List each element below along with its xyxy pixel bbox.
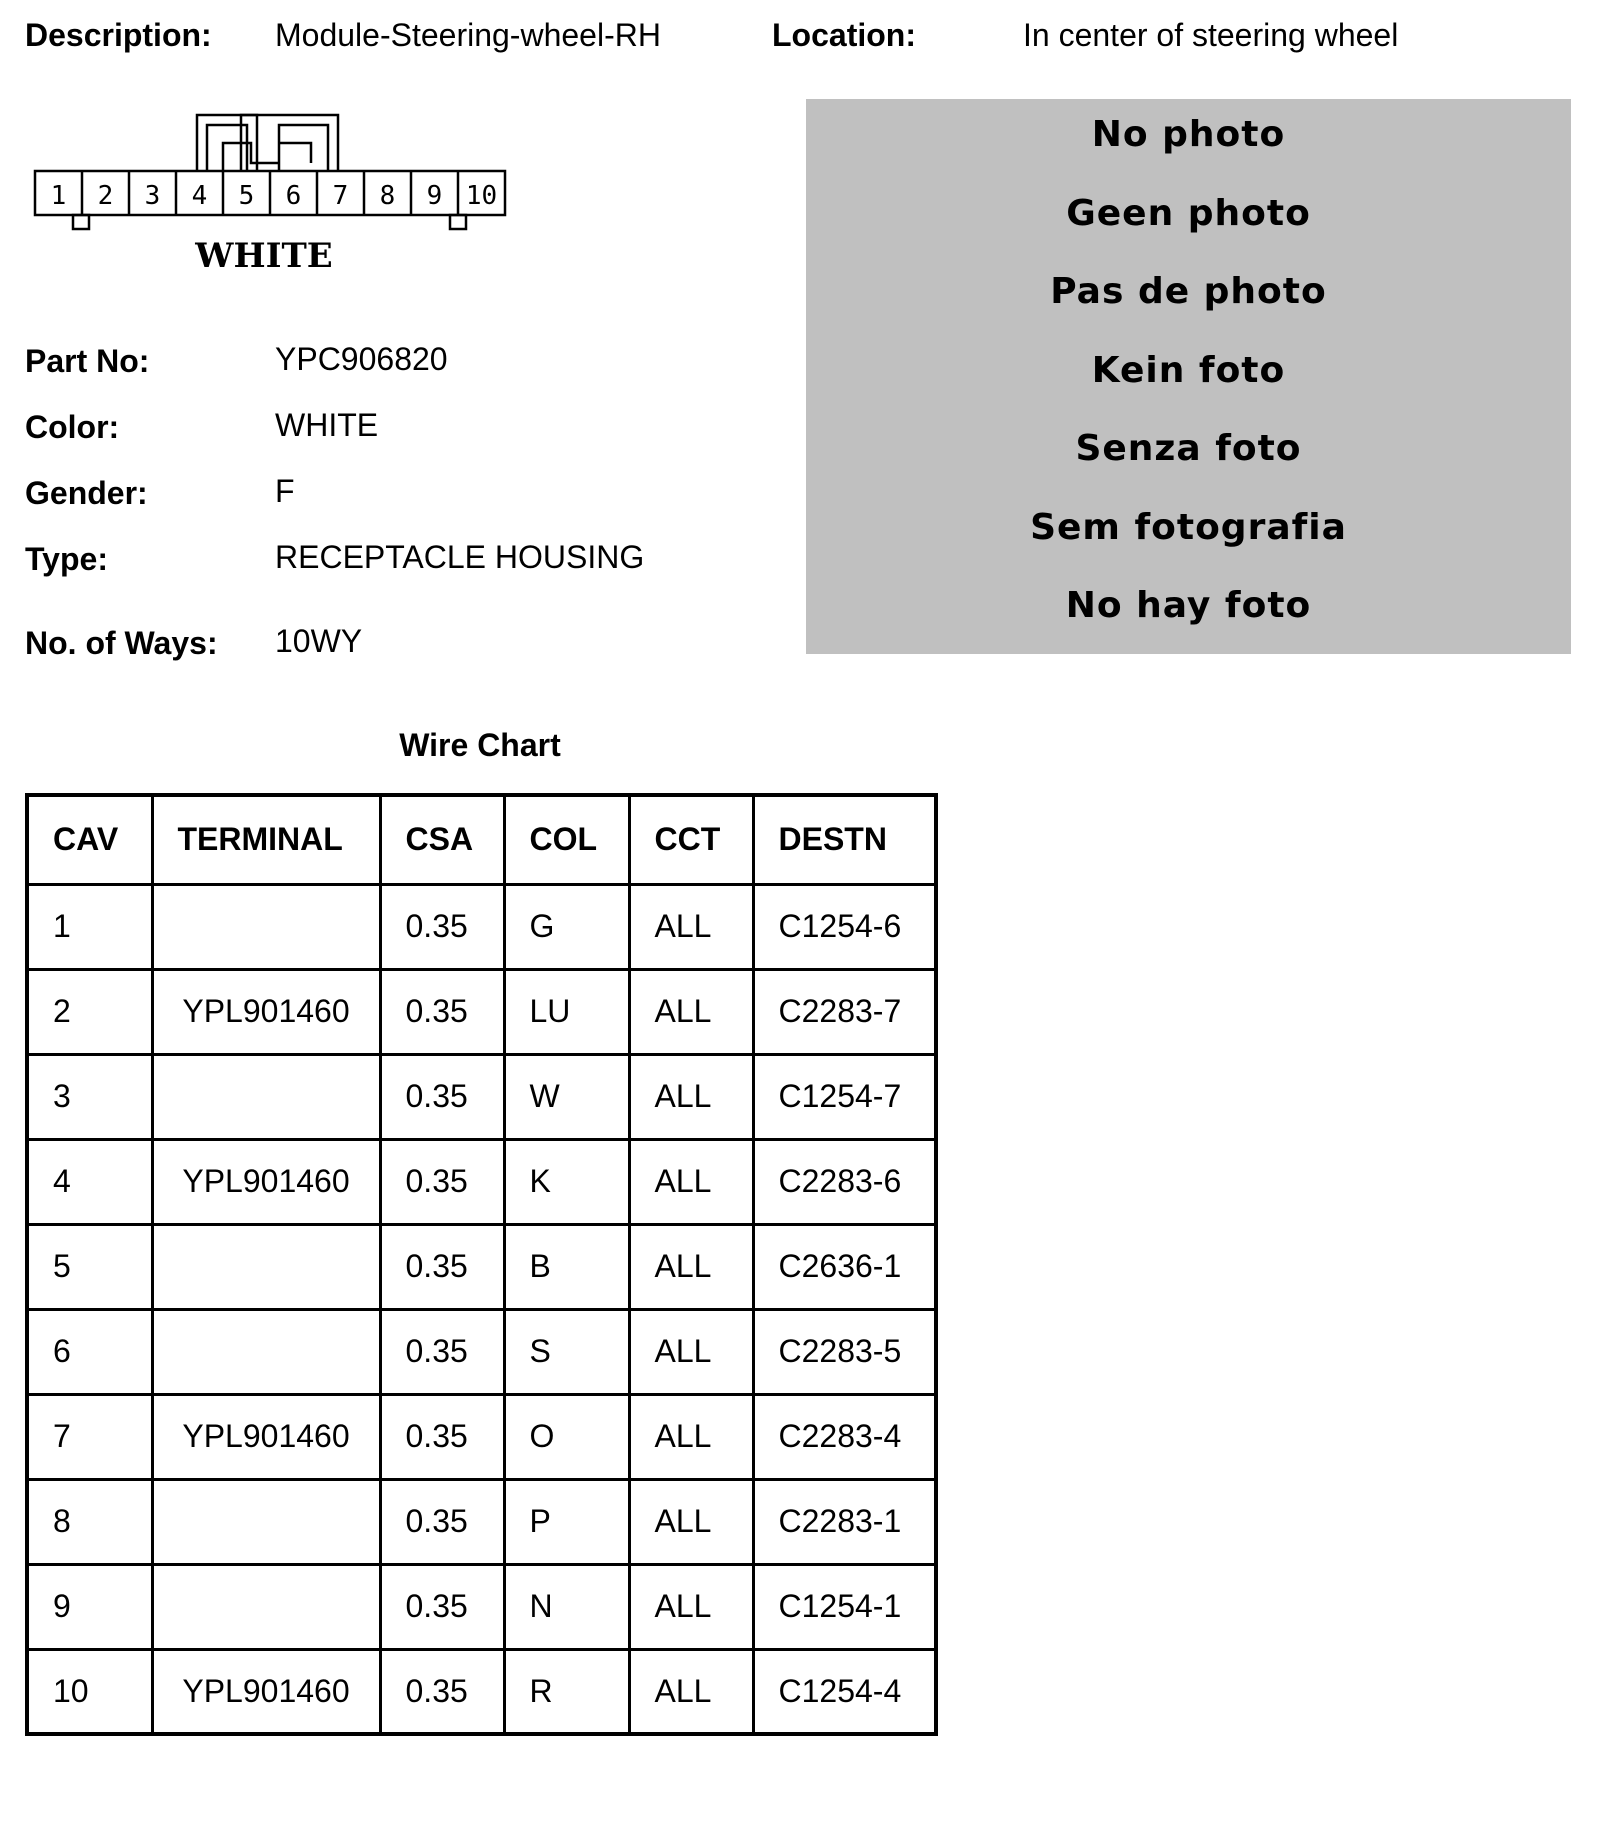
spec-value: F xyxy=(275,473,295,509)
cell-col: P xyxy=(504,1479,629,1564)
cell-cav: 10 xyxy=(27,1649,152,1734)
table-row xyxy=(27,1054,936,1139)
spec-value: YPC906820 xyxy=(275,341,448,377)
spec-label: Color: xyxy=(25,409,120,445)
column-header: DESTN xyxy=(753,795,936,884)
latch-outline xyxy=(279,143,311,163)
connector-color-label: WHITE xyxy=(195,236,333,276)
cell-cav: 7 xyxy=(27,1394,152,1479)
no-photo-text: Senza foto xyxy=(1075,428,1302,469)
pin-number: 3 xyxy=(144,181,161,211)
cell-col: N xyxy=(504,1564,629,1649)
description-value: Module-Steering-wheel-RH xyxy=(275,17,661,53)
pin-number: 7 xyxy=(332,181,349,211)
pin-number: 6 xyxy=(285,181,302,211)
cell-cct: ALL xyxy=(629,1394,753,1479)
cell-cct: ALL xyxy=(629,1479,753,1564)
wire-chart-title: Wire Chart xyxy=(399,727,561,763)
cell-terminal xyxy=(152,1309,380,1394)
cell-col: B xyxy=(504,1224,629,1309)
spec-label: Type: xyxy=(25,541,108,577)
cell-destn: C2283-1 xyxy=(753,1479,936,1564)
table-row xyxy=(27,1479,936,1564)
cell-csa: 0.35 xyxy=(380,1309,504,1394)
cell-cct: ALL xyxy=(629,969,753,1054)
cell-cav: 2 xyxy=(27,969,152,1054)
cell-destn: C2636-1 xyxy=(753,1224,936,1309)
column-header: TERMINAL xyxy=(152,795,380,884)
table-row xyxy=(27,1139,936,1224)
pin-number: 1 xyxy=(50,181,67,211)
photo-placeholder xyxy=(806,99,1571,654)
cell-terminal xyxy=(152,1054,380,1139)
cell-terminal: YPL901460 xyxy=(152,1394,380,1479)
table-row xyxy=(27,1649,936,1734)
table-row xyxy=(27,969,936,1054)
spec-label: No. of Ways: xyxy=(25,625,218,661)
location-label: Location: xyxy=(772,17,916,53)
cell-cav: 6 xyxy=(27,1309,152,1394)
column-header: COL xyxy=(504,795,629,884)
table-row xyxy=(27,884,936,969)
no-photo-text: No hay foto xyxy=(1065,585,1312,626)
cell-col: G xyxy=(504,884,629,969)
pin-number: 4 xyxy=(191,181,208,211)
no-photo-text: No photo xyxy=(1091,114,1286,155)
cell-terminal xyxy=(152,1224,380,1309)
cell-cav: 5 xyxy=(27,1224,152,1309)
cell-col: W xyxy=(504,1054,629,1139)
column-header: CAV xyxy=(27,795,152,884)
cell-csa: 0.35 xyxy=(380,969,504,1054)
cell-col: S xyxy=(504,1309,629,1394)
column-header: CSA xyxy=(380,795,504,884)
cell-terminal xyxy=(152,1564,380,1649)
cell-csa: 0.35 xyxy=(380,1479,504,1564)
cell-destn: C2283-4 xyxy=(753,1394,936,1479)
cell-cav: 4 xyxy=(27,1139,152,1224)
no-photo-text: Geen photo xyxy=(1066,192,1311,234)
cell-destn: C1254-6 xyxy=(753,884,936,969)
table-row xyxy=(27,1224,936,1309)
cell-destn: C1254-4 xyxy=(753,1649,936,1734)
cell-terminal xyxy=(152,884,380,969)
cell-cav: 9 xyxy=(27,1564,152,1649)
spec-value: 10WY xyxy=(275,623,363,659)
latch-outline xyxy=(279,125,328,171)
cell-cct: ALL xyxy=(629,1309,753,1394)
cell-cav: 1 xyxy=(27,884,152,969)
description-label: Description: xyxy=(25,17,212,53)
cell-col: LU xyxy=(504,969,629,1054)
cell-cct: ALL xyxy=(629,884,753,969)
no-photo-text: Sem fotografia xyxy=(1030,506,1347,548)
latch-outline xyxy=(223,143,279,171)
housing-tab xyxy=(450,215,466,229)
cell-destn: C2283-7 xyxy=(753,969,936,1054)
table-row xyxy=(27,1564,936,1649)
cell-csa: 0.35 xyxy=(380,1394,504,1479)
cell-csa: 0.35 xyxy=(380,1224,504,1309)
cell-col: O xyxy=(504,1394,629,1479)
cell-destn: C2283-5 xyxy=(753,1309,936,1394)
cell-cct: ALL xyxy=(629,1564,753,1649)
cell-cct: ALL xyxy=(629,1649,753,1734)
pin-number: 10 xyxy=(465,181,498,211)
cell-terminal: YPL901460 xyxy=(152,1139,380,1224)
cell-csa: 0.35 xyxy=(380,1649,504,1734)
wire-chart-table xyxy=(25,793,938,1736)
cell-cav: 3 xyxy=(27,1054,152,1139)
table-row xyxy=(27,1394,936,1479)
cell-terminal: YPL901460 xyxy=(152,969,380,1054)
column-header: CCT xyxy=(629,795,753,884)
cell-csa: 0.35 xyxy=(380,1564,504,1649)
cell-col: K xyxy=(504,1139,629,1224)
cell-cct: ALL xyxy=(629,1224,753,1309)
table-header-row xyxy=(27,795,936,884)
pin-number: 5 xyxy=(238,181,255,211)
spec-label: Part No: xyxy=(25,343,150,379)
pin-number: 9 xyxy=(426,181,443,211)
cell-destn: C2283-6 xyxy=(753,1139,936,1224)
cell-terminal xyxy=(152,1479,380,1564)
no-photo-text: Kein foto xyxy=(1091,349,1286,391)
cell-destn: C1254-7 xyxy=(753,1054,936,1139)
cell-terminal: YPL901460 xyxy=(152,1649,380,1734)
location-value: In center of steering wheel xyxy=(1023,17,1399,53)
pin-number: 8 xyxy=(379,181,396,211)
cell-cav: 8 xyxy=(27,1479,152,1564)
cell-destn: C1254-1 xyxy=(753,1564,936,1649)
cell-csa: 0.35 xyxy=(380,884,504,969)
cell-col: R xyxy=(504,1649,629,1734)
spec-value: WHITE xyxy=(275,407,379,443)
no-photo-text: Pas de photo xyxy=(1050,271,1327,312)
housing-tab xyxy=(73,215,89,229)
spec-label: Gender: xyxy=(25,475,148,511)
cell-cct: ALL xyxy=(629,1139,753,1224)
pin-number: 2 xyxy=(97,181,114,211)
connector-pinout-diagram xyxy=(25,105,515,285)
spec-value: RECEPTACLE HOUSING xyxy=(275,539,645,575)
table-row xyxy=(27,1309,936,1394)
cell-cct: ALL xyxy=(629,1054,753,1139)
cell-csa: 0.35 xyxy=(380,1139,504,1224)
cell-csa: 0.35 xyxy=(380,1054,504,1139)
